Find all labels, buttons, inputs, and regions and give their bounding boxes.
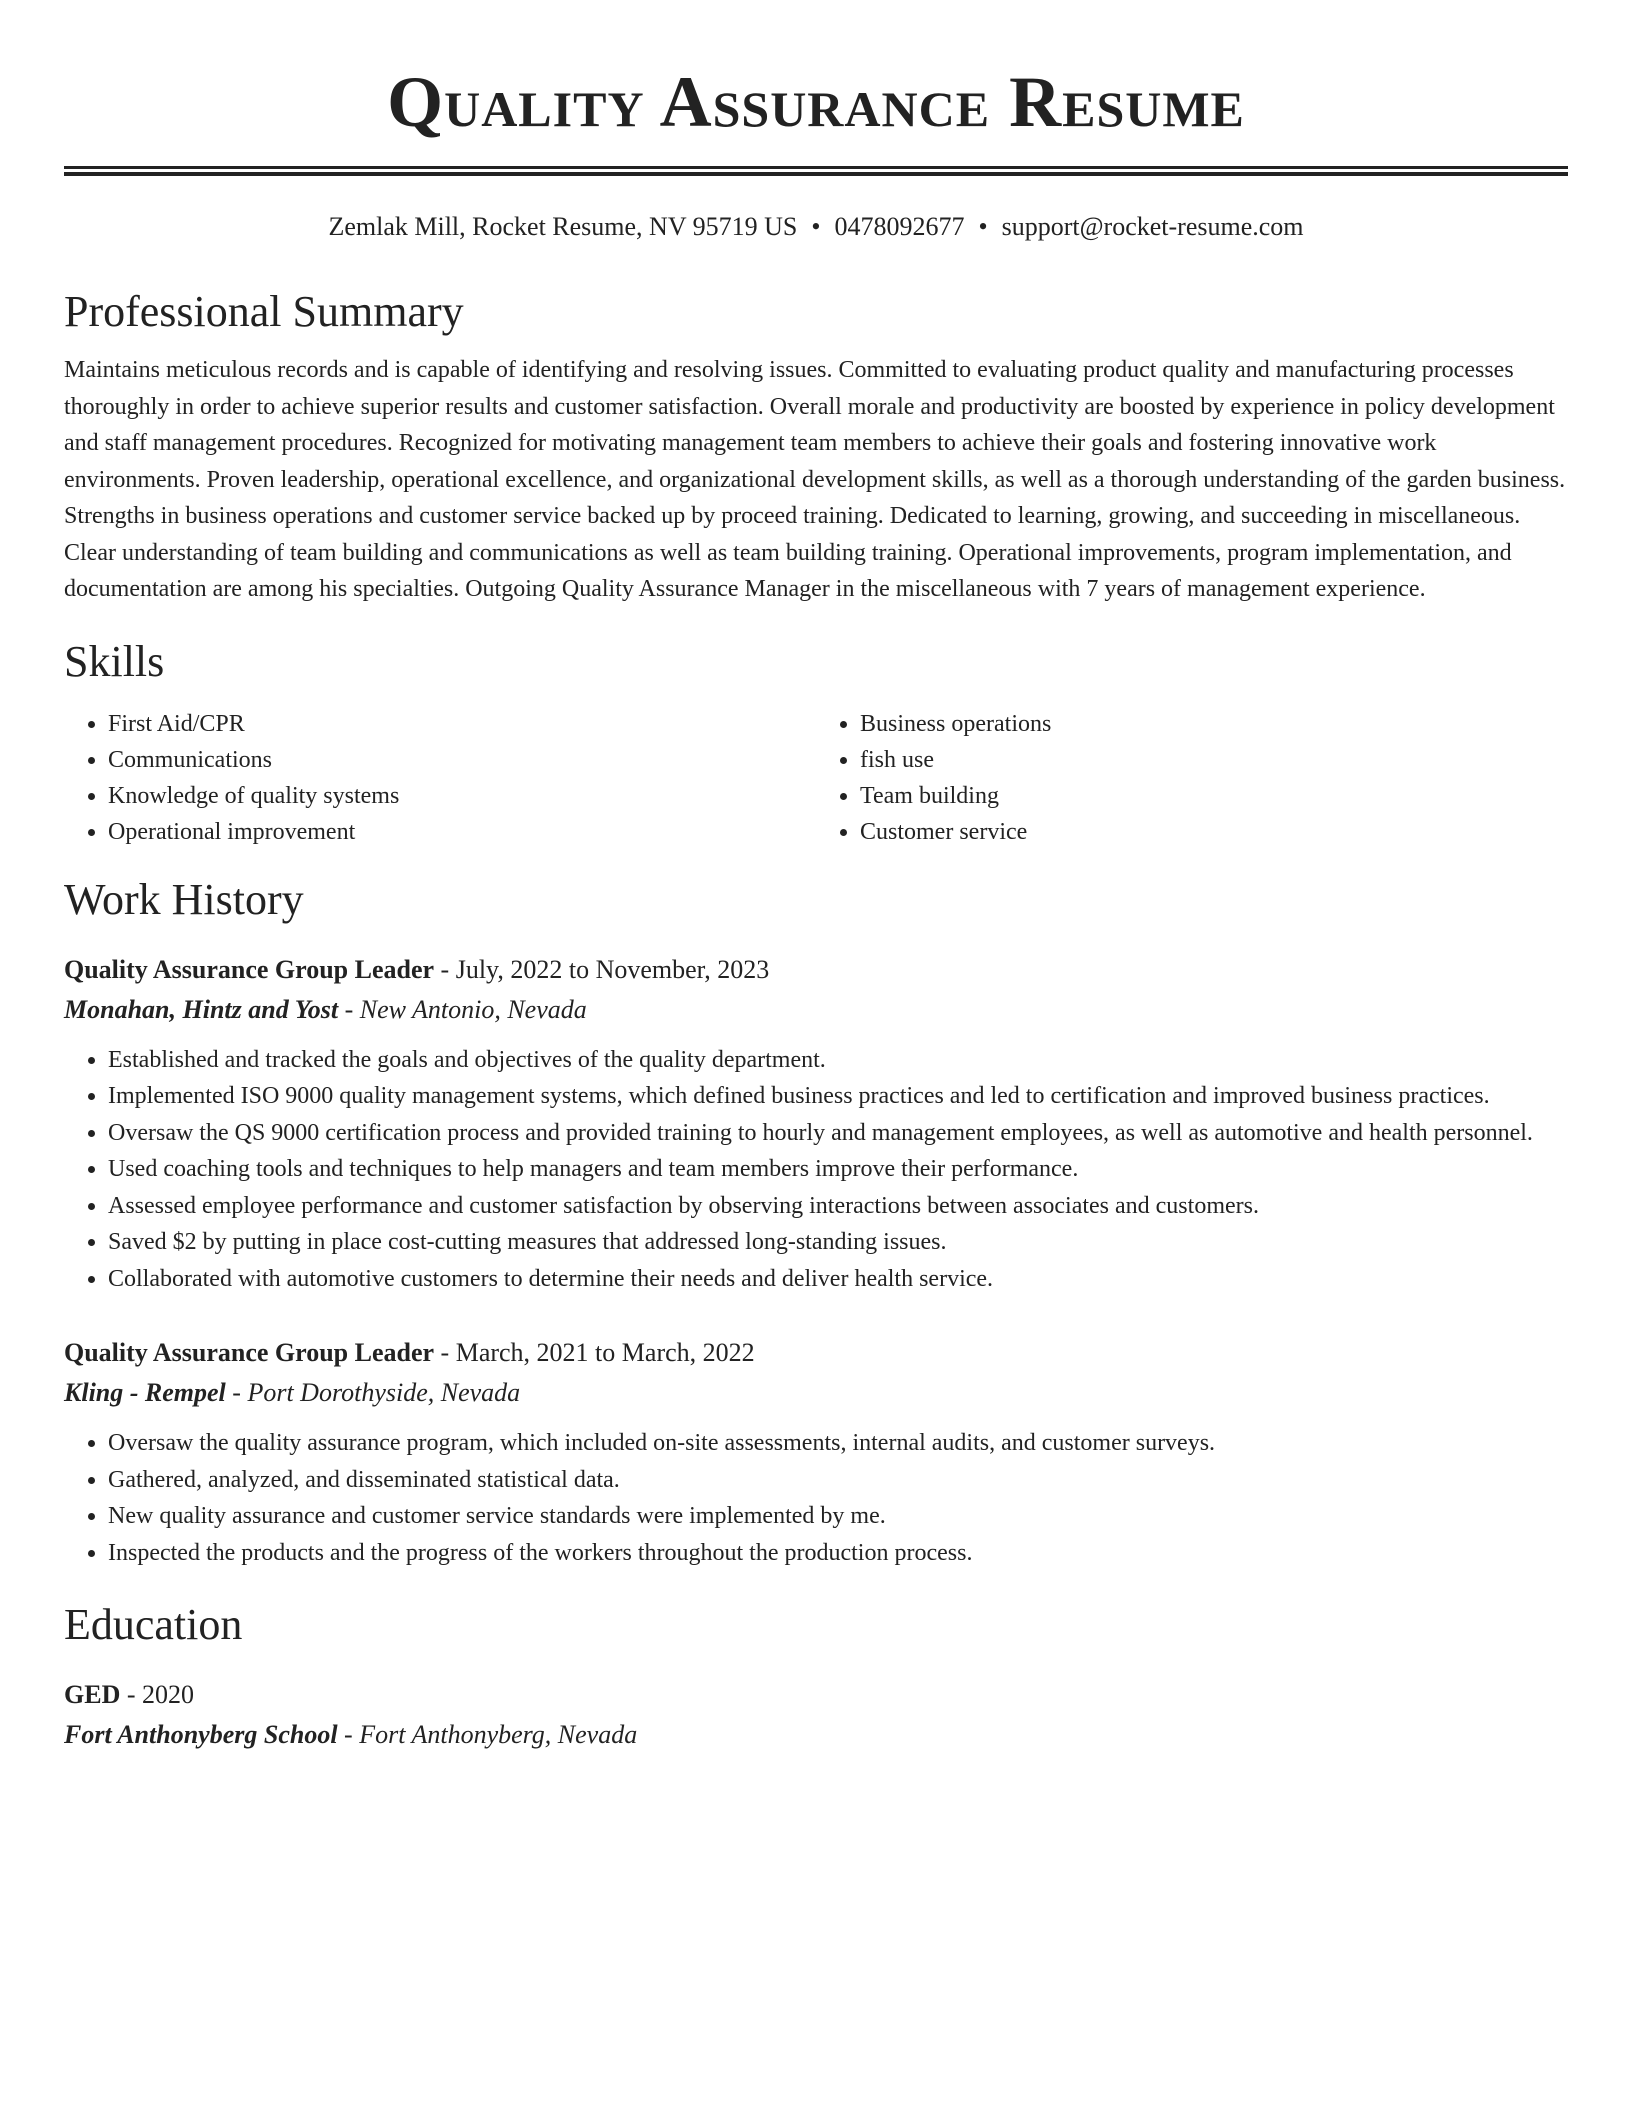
work-history-heading: Work History [64, 874, 304, 924]
contact-separator: • [811, 212, 821, 241]
skills-heading: Skills [64, 636, 165, 686]
education-entry [64, 1675, 1568, 1755]
job-bullet: • Assessed employee performance and customer satisfaction by observing interactions between associates and customers. [108, 1188, 1568, 1225]
job-company: Monahan, Hintz and Yost [64, 994, 339, 1024]
education-school-line [64, 1715, 1568, 1755]
contact-line [64, 210, 1568, 244]
education-school: Fort Anthonyberg School [64, 1720, 338, 1749]
skill-item: • Knowledge of quality systems [108, 778, 816, 814]
job-title-line [64, 1333, 1568, 1373]
education-year: - 2020 [120, 1680, 195, 1709]
job-entry [64, 950, 1568, 1298]
job-role: Quality Assurance Group Leader [64, 1338, 435, 1367]
contact-phone: 0478092677 [834, 212, 965, 241]
job-bullet: • Oversaw the QS 9000 certification process and provided training to hourly and management employees, as well as automotive and health personnel. [108, 1115, 1568, 1152]
job-bullet: • New quality assurance and customer service standards were implemented by me. [108, 1498, 1568, 1535]
job-location: - Port Dorothyside, Nevada [225, 1378, 521, 1407]
job-company-line [64, 990, 1568, 1030]
contact-separator: • [978, 212, 988, 241]
skills-column-left [64, 706, 816, 850]
skill-item: • Customer service [860, 814, 1568, 850]
skills-list [64, 706, 1568, 850]
education-heading: Education [64, 1600, 243, 1649]
job-bullet: • Collaborated with automotive customers to determine their needs and deliver health service. [108, 1261, 1568, 1298]
job-dates: - July, 2022 to November, 2023 [434, 954, 770, 984]
job-bullet: • Oversaw the quality assurance program, which included on-site assessments, internal audits, and customer surveys. [108, 1425, 1568, 1462]
skill-item: • First Aid/CPR [108, 706, 816, 742]
skill-item: • Operational improvement [108, 814, 816, 850]
skills-column-right [816, 706, 1568, 850]
skill-item: • Business operations [860, 706, 1568, 742]
job-company: Kling - Rempel [64, 1378, 226, 1407]
education-location: - Fort Anthonyberg, Nevada [337, 1720, 638, 1749]
job-bullet: • Used coaching tools and techniques to help managers and team members improve their performance. [108, 1151, 1568, 1188]
job-bullet: • Saved $2 by putting in place cost-cutting measures that addressed long-standing issues. [108, 1224, 1568, 1261]
job-dates: - March, 2021 to March, 2022 [434, 1338, 755, 1367]
job-bullets [64, 1042, 1568, 1298]
job-bullet: • Gathered, analyzed, and disseminated statistical data. [108, 1462, 1568, 1499]
education-degree: GED [64, 1680, 121, 1709]
title-divider [64, 166, 1568, 176]
summary-text: Maintains meticulous records and is capable of identifying and resolving issues. Committed to evaluating product quality and manufacturing processes thoroughly in order to achieve superior results and customer satisfaction. Overall morale and productivity are boosted by experience in policy development and staff management procedures. Recognized for motivating management team members to achieve their goals and fostering innovative work environments. Proven leadership, operational excellence, and organizational development skills, as well as a thorough understanding of the garden business. Strengths in business operations and customer service backed up by proceed training. Dedicated to learning, growing, and succeeding in miscellaneous. Clear understanding of team building and communications as well as team building training. Operational improvements, program implementation, and documentation are among his specialties. Outgoing Quality Assurance Manager in the miscellaneous with 7 years of management experience. [64, 357, 1566, 602]
job-location: - New Antonio, Nevada [338, 994, 587, 1024]
job-bullets [64, 1425, 1568, 1571]
resume-title: Quality Assurance Resume [387, 62, 1245, 142]
job-bullet: • Established and tracked the goals and objectives of the quality department. [108, 1042, 1568, 1079]
job-role: Quality Assurance Group Leader [64, 954, 435, 984]
job-bullet: • Implemented ISO 9000 quality management systems, which defined business practices and led to certification and improved business practices. [108, 1078, 1568, 1115]
education-degree-line [64, 1675, 1568, 1715]
summary-heading: Professional Summary [64, 287, 464, 336]
job-company-line [64, 1373, 1568, 1413]
contact-email: support@rocket-resume.com [1001, 212, 1304, 241]
skill-item: • fish use [860, 742, 1568, 778]
job-entry [64, 1333, 1568, 1571]
contact-address: Zemlak Mill, Rocket Resume, NV 95719 US [328, 212, 798, 241]
job-title-line [64, 950, 1568, 990]
job-bullet: • Inspected the products and the progress of the workers throughout the production process. [108, 1535, 1568, 1572]
skill-item: • Team building [860, 778, 1568, 814]
skill-item: • Communications [108, 742, 816, 778]
